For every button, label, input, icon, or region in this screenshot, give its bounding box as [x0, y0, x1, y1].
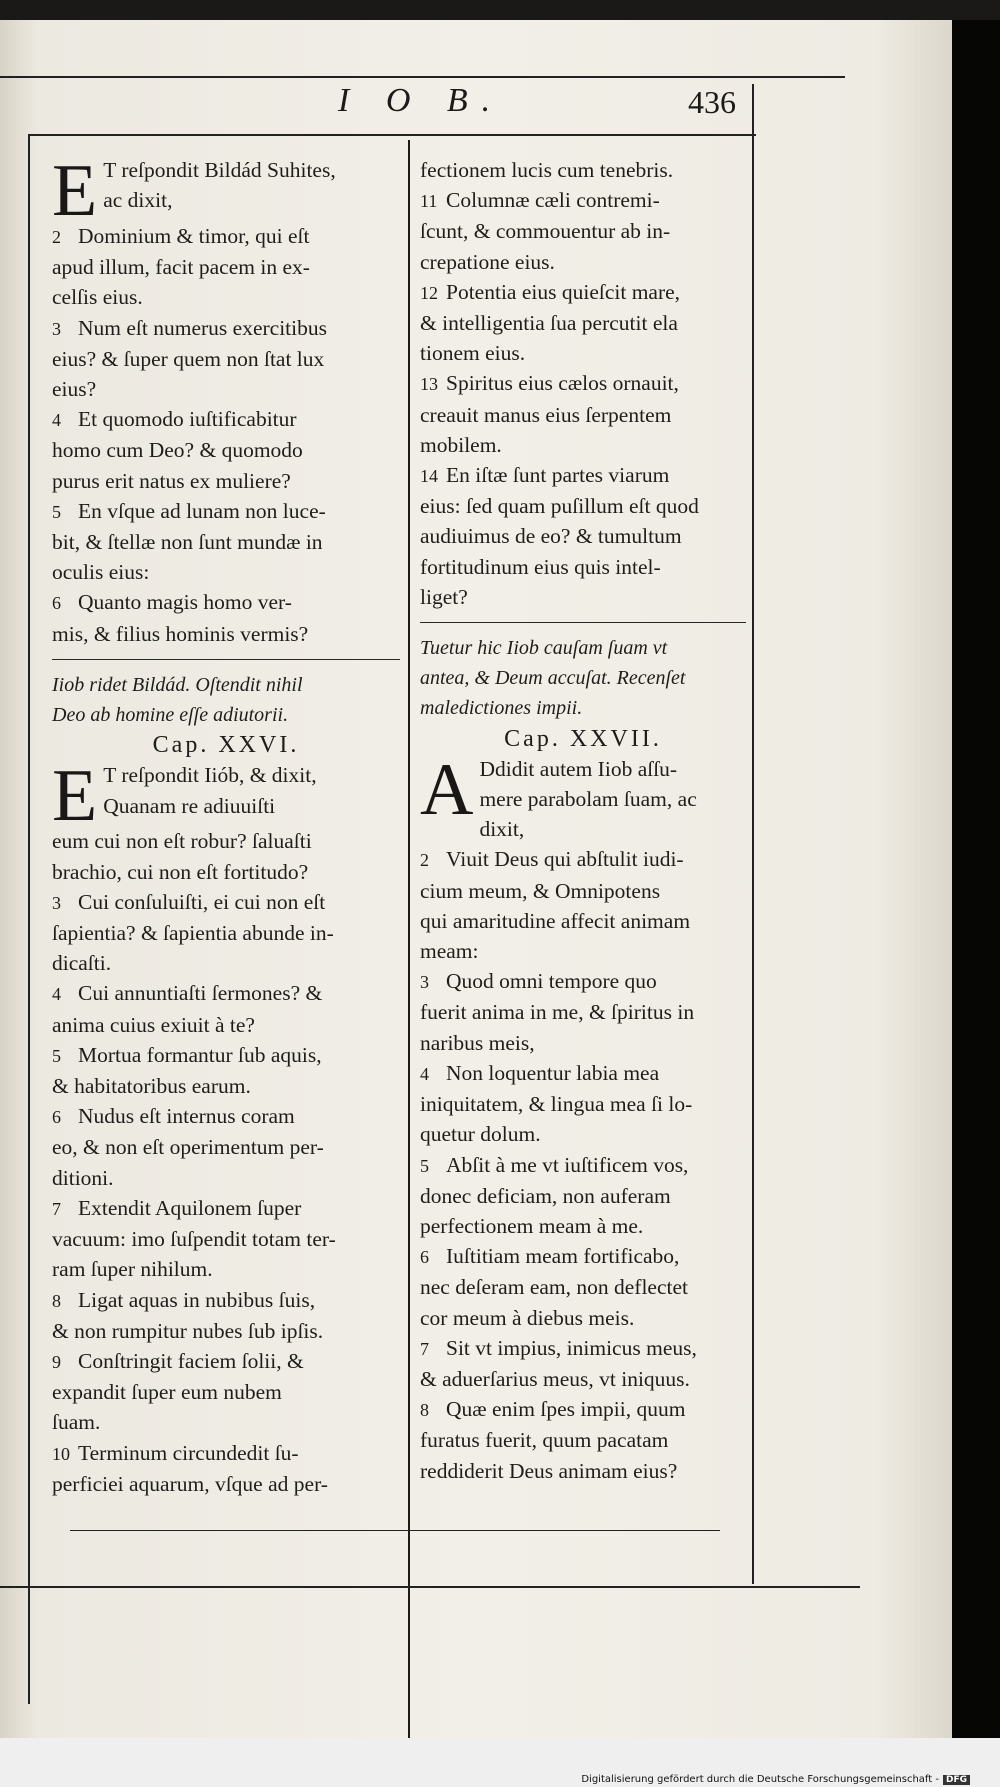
- verse-line: 6 Quanto magis homo ver-: [52, 587, 400, 618]
- verse-line: 4 Et quomodo iuſtificabitur: [52, 404, 400, 435]
- verse-line: 11 Columnæ cæli contremi-: [420, 185, 746, 216]
- verse-line: & aduerſarius meus, vt iniquus.: [420, 1366, 690, 1391]
- verse-line: perfectionem meam à me.: [420, 1213, 644, 1238]
- column-divider: [408, 140, 410, 1740]
- verse-number: 3: [420, 972, 429, 993]
- dropcap-block: [52, 150, 400, 232]
- verse-line: 5 Abſit à me vt iuſtificem vos,: [420, 1150, 746, 1181]
- verse-line: perficiei aquarum, vſque ad per-: [52, 1471, 328, 1496]
- verse-line: anima cuius exiuit à te?: [52, 1012, 255, 1037]
- verse-line: reddiderit Deus animam eius?: [420, 1458, 678, 1483]
- chapter-heading: Cap. XXVII.: [504, 725, 662, 752]
- dropcap-block: [52, 755, 400, 838]
- verse-line: 4 Cui annuntiaſti ſermones? &: [52, 978, 400, 1009]
- verse-line: 5 En vſque ad lunam non luce-: [52, 496, 400, 527]
- verse-number: 12: [420, 282, 438, 303]
- intro-line: Ddidit autem Iiob aſſu-: [479, 756, 678, 781]
- intro-line: ac dixit,: [103, 188, 173, 213]
- verse-number: 5: [420, 1155, 429, 1176]
- verse-line: purus erit natus ex muliere?: [52, 468, 291, 493]
- verse-line: cium meum, & Omnipotens: [420, 878, 661, 903]
- chapter-summary: Iiob ridet Bildád. Oſtendit nihil: [52, 673, 303, 696]
- intro-line: dixit,: [479, 817, 525, 842]
- verse-line: 14 En iſtæ ſunt partes viarum: [420, 460, 746, 491]
- verse-line: 6 Iuſtitiam meam fortificabo,: [420, 1241, 746, 1272]
- verse-number: 9: [52, 1351, 61, 1372]
- section-divider: [52, 659, 400, 660]
- header-rule: [0, 76, 845, 78]
- verse-line: homo cum Deo? & quomodo: [52, 438, 303, 463]
- verse-number: 4: [52, 410, 61, 431]
- right-column: [420, 155, 746, 1486]
- intro-line: mere parabolam ſuam, ac: [479, 787, 697, 812]
- verse-line: iniquitatem, & lingua mea ſi lo-: [420, 1092, 693, 1117]
- verse-line: furatus fuerit, quum pacatam: [420, 1428, 669, 1453]
- verse-number: 7: [52, 1198, 61, 1219]
- verse-number: 3: [52, 318, 61, 339]
- dfg-logo: DFG: [943, 1775, 970, 1785]
- verse-line: mis, & filius hominis vermis?: [52, 621, 309, 646]
- verse-number: 5: [52, 501, 61, 522]
- verse-line: ſcunt, & commouentur ab in-: [420, 219, 671, 244]
- verse-line: audiuimus de eo? & tumultum: [420, 524, 682, 549]
- verse-line: celſis eius.: [52, 285, 143, 310]
- verse-line: 12 Potentia eius quieſcit mare,: [420, 277, 746, 308]
- verse-line: 2 Viuit Deus qui abſtulit iudi-: [420, 844, 746, 875]
- verse-line: vacuum: imo ſuſpendit totam ter-: [52, 1227, 336, 1252]
- chapter-summary: Tuetur hic Iiob cauſam ſuam vt: [420, 637, 668, 660]
- chapter-summary: maledictiones impii.: [420, 697, 583, 720]
- verse-line: liget?: [420, 584, 468, 609]
- intro-line: Quanam re adiuuiſti: [103, 793, 276, 818]
- intro-line: T reſpondit Iiób, & dixit,: [103, 763, 317, 788]
- section-divider: [420, 622, 746, 623]
- verse-line: eius: ſed quam puſillum eſt quod: [420, 494, 699, 519]
- continuation-line: fectionem lucis cum tenebris.: [420, 158, 674, 182]
- verse-line: 7 Sit vt impius, inimicus meus,: [420, 1333, 746, 1364]
- verse-line: oculis eius:: [52, 560, 150, 585]
- verse-number: 7: [420, 1338, 429, 1359]
- verse-line: meam:: [420, 939, 479, 964]
- verse-line: ram ſuper nihilum.: [52, 1257, 213, 1282]
- scan-right-border: [952, 20, 1000, 1738]
- verse-line: eius?: [52, 377, 97, 402]
- verse-line: & intelligentia ſua percutit ela: [420, 311, 678, 336]
- verse-line: brachio, cui non eſt fortitudo?: [52, 859, 309, 884]
- verse-line: 8 Ligat aquas in nubibus ſuis,: [52, 1285, 400, 1316]
- verse-number: 14: [420, 466, 438, 487]
- verse-line: 8 Quæ enim ſpes impii, quum: [420, 1394, 746, 1425]
- chapter-summary: Deo ab homine eſſe adiutorii.: [52, 704, 289, 727]
- verse-line: eo, & non eſt operimentum per-: [52, 1135, 324, 1160]
- verse-line: cor meum à diebus meis.: [420, 1305, 635, 1330]
- dropcap-block: [420, 748, 746, 845]
- verse-line: & non rumpitur nubes ſub ipſis.: [52, 1318, 324, 1343]
- intro-line: T reſpondit Bildád Suhites,: [103, 158, 336, 182]
- verse-line: bit, & ſtellæ non ſunt mundæ in: [52, 530, 323, 555]
- verse-line: mobilem.: [420, 432, 502, 457]
- page-number: 436: [688, 84, 736, 120]
- verse-line: 3 Num eſt numerus exercitibus: [52, 313, 400, 344]
- verse-number: 6: [52, 1107, 61, 1128]
- verse-line: 7 Extendit Aquilonem ſuper: [52, 1193, 400, 1224]
- drop-capital: E: [52, 755, 98, 838]
- verse-number: 8: [420, 1400, 429, 1421]
- verse-line: donec deficiam, non auferam: [420, 1183, 671, 1208]
- verse-number: 13: [420, 374, 438, 395]
- verse-number: 4: [420, 1063, 429, 1084]
- verse-number: 5: [52, 1045, 61, 1066]
- drop-capital: A: [420, 748, 474, 831]
- verse-line: apud illum, facit pacem in ex-: [52, 255, 310, 280]
- verse-line: crepatione eius.: [420, 249, 555, 274]
- verse-number: 6: [52, 593, 61, 614]
- verse-number: 11: [420, 191, 438, 212]
- verse-line: 13 Spiritus eius cælos ornauit,: [420, 368, 746, 399]
- verse-line: ſuam.: [52, 1410, 101, 1435]
- verse-number: 2: [52, 227, 61, 247]
- verse-line: nec deſeram eam, non deflectet: [420, 1275, 689, 1300]
- verse-line: 2 Dominium & timor, qui eſt: [52, 221, 400, 252]
- verse-line: 3 Quod omni tempore quo: [420, 966, 746, 997]
- bottom-rule-inner: [70, 1530, 720, 1531]
- verse-line: fuerit anima in me, & ſpiritus in: [420, 1000, 695, 1025]
- chapter-summary: antea, & Deum accuſat. Recenſet: [420, 667, 686, 690]
- verse-number: 8: [52, 1290, 61, 1311]
- verse-line: 10 Terminum circundedit ſu-: [52, 1438, 400, 1469]
- verse-number: 3: [52, 892, 61, 913]
- drop-capital: E: [52, 150, 98, 232]
- verse-number: 10: [52, 1443, 70, 1464]
- verse-number: 2: [420, 850, 429, 871]
- chapter-heading: Cap. XXVI.: [152, 732, 300, 759]
- verse-line: naribus meis,: [420, 1030, 535, 1055]
- verse-line: 3 Cui conſuluiſti, ei cui non eſt: [52, 887, 400, 918]
- head-underline: [28, 134, 756, 136]
- verse-line: quetur dolum.: [420, 1122, 541, 1147]
- verse-line: ditioni.: [52, 1165, 114, 1190]
- verse-line: expandit ſuper eum nubem: [52, 1380, 282, 1405]
- verse-line: 9 Conſtringit faciem ſolii, &: [52, 1346, 400, 1377]
- footer-credit-text: Digitalisierung gefördert durch die Deutsche Forschungsgemeinschaft -: [581, 1774, 939, 1785]
- verse-line: eum cui non eſt robur? ſaluaſti: [52, 829, 312, 854]
- verse-line: qui amaritudine affecit animam: [420, 908, 691, 933]
- verse-line: 6 Nudus eſt internus coram: [52, 1101, 400, 1132]
- verse-line: 5 Mortua formantur ſub aquis,: [52, 1040, 400, 1071]
- right-margin-rule: [752, 84, 754, 1584]
- verse-number: 6: [420, 1247, 429, 1268]
- verse-line: & habitatoribus earum.: [52, 1074, 251, 1099]
- bottom-rule: [0, 1586, 860, 1588]
- left-column: [52, 150, 400, 1499]
- verse-line: fortitudinum eius quis intel-: [420, 554, 661, 579]
- verse-line: 4 Non loquentur labia mea: [420, 1058, 746, 1089]
- verse-number: 4: [52, 984, 61, 1005]
- running-head: I O B.: [338, 82, 505, 119]
- left-margin-rule: [28, 134, 30, 1704]
- footer-credit: [581, 1774, 970, 1785]
- verse-line: tionem eius.: [420, 341, 526, 366]
- verse-line: creauit manus eius ſerpentem: [420, 402, 672, 427]
- verse-line: dicaſti.: [52, 951, 112, 976]
- verse-line: eius? & ſuper quem non ſtat lux: [52, 346, 325, 371]
- verse-line: ſapientia? & ſapientia abunde in-: [52, 921, 334, 946]
